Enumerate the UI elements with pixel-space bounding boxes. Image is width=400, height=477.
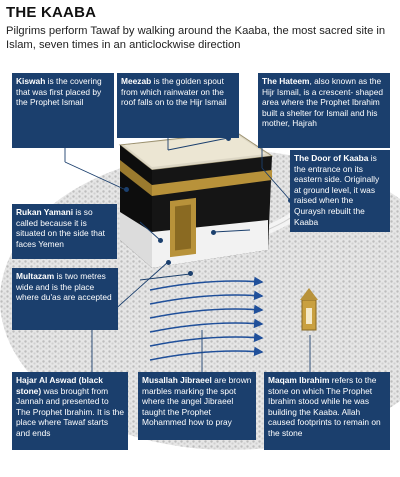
callout-maqam-term: Maqam Ibrahim (268, 375, 330, 385)
callout-hajar-term: Hajar Al Aswad (black stone) (16, 375, 103, 396)
callout-hajar-text: was brought from Jannah and presented to The Prophet Ibrahim. It is the place where Tawaf starts and ends (16, 385, 124, 438)
callout-maqam-ibrahim (264, 372, 390, 450)
callout-rukan-text: is so called because it is situated on the side that faces Yemen (16, 207, 105, 249)
kiswah-marker (124, 187, 129, 192)
callout-musallah-text: are brown marbles marking the spot where the angel Jibraeel taught the Prophet Mohammed how to pray (142, 375, 252, 428)
multazam-marker (188, 271, 193, 276)
callout-maqam-text: refers to the stone on which The Prophet Ibrahim stood while he was building the Kaaba. Allah caused footprints to remain on the stone (268, 375, 381, 438)
page-subtitle: Pilgrims perform Tawaf by walking around the Kaaba, the most sacred site in Islam, seven times in an anticlockwise direction (6, 25, 386, 51)
callout-hateem-term: The Hateem (262, 76, 310, 86)
callout-kiswah-term: Kiswah (16, 76, 46, 86)
callout-meezab (117, 73, 239, 138)
callout-rukan-yamani (12, 204, 117, 259)
rukan-marker (158, 238, 163, 243)
callout-door-text: is the entrance on its eastern side. Originally at ground level, it was raised when the Quraysh rebuilt the Kaaba (294, 153, 380, 227)
callout-rukan-term: Rukan Yamani (16, 207, 74, 217)
callout-musallah-jibraeel (138, 372, 256, 440)
callout-door (290, 150, 390, 232)
callout-multazam-term: Multazam (16, 271, 55, 281)
callout-hajar-al-aswad (12, 372, 128, 450)
callout-multazam (12, 268, 118, 330)
page-title: THE KAABA (6, 4, 97, 21)
callout-hateem (258, 73, 390, 148)
callout-multazam-text: is two metres wide and is the place where du'as are accepted (16, 271, 112, 303)
door-marker (211, 230, 216, 235)
callout-kiswah-text: is the covering that was first placed by the Prophet Ismail (16, 76, 102, 108)
callout-hateem-text: , also known as the Hijr Ismail, is a crescent- shaped area where the Prophet Ibrahim built a shelter for Ismail and his mother, Hajrah (262, 76, 384, 129)
hajar-marker (166, 260, 171, 265)
callout-door-term: The Door of Kaaba (294, 153, 369, 163)
callout-kiswah (12, 73, 114, 148)
callout-meezab-text: is the golden spout from which rainwater on the roof falls on to the Hijr Ismail (121, 76, 227, 108)
callout-musallah-term: Musallah Jibraeel (142, 375, 212, 385)
callout-meezab-term: Meezab (121, 76, 152, 86)
